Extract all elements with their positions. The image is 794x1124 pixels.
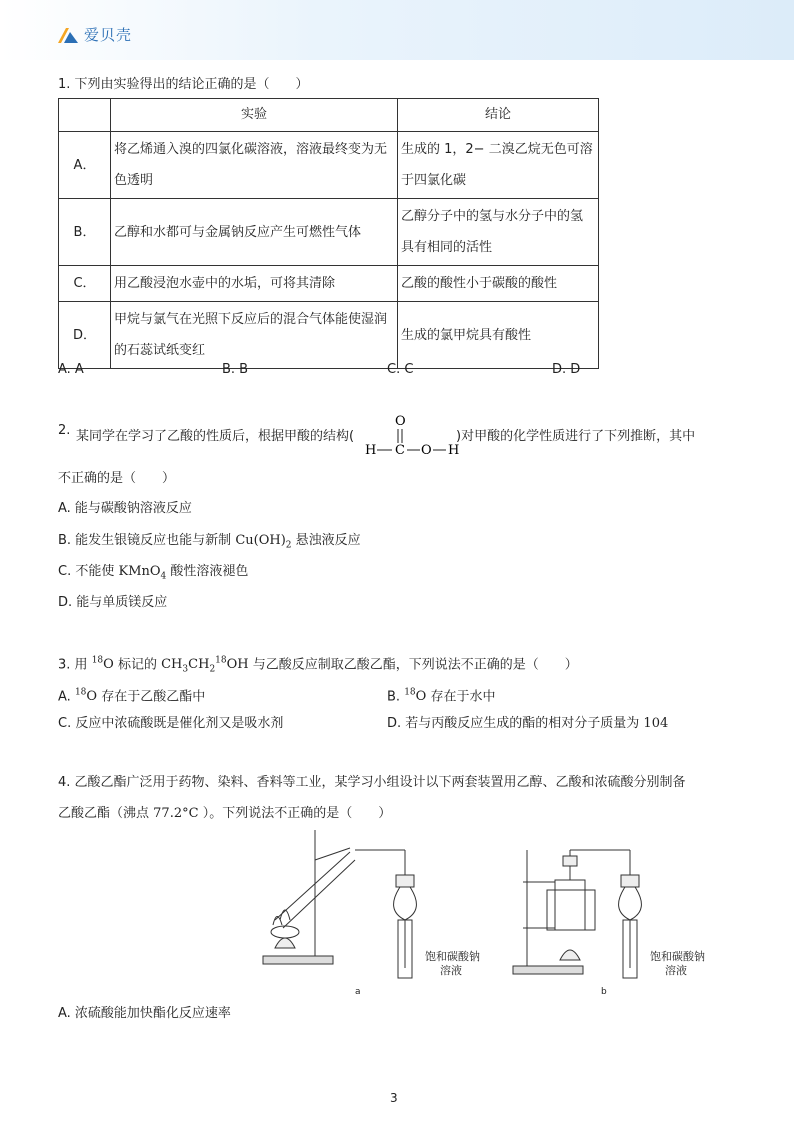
formula-text: KMnO — [118, 564, 161, 579]
q3-stem-mid: 标记的 — [117, 657, 157, 673]
f-part: CH — [188, 657, 210, 673]
f-sub: 2 — [209, 664, 216, 675]
apparatus-a-label2: 溶液 — [440, 964, 462, 977]
row-conclusion: 生成的氯甲烷具有酸性 — [398, 302, 599, 369]
stem-pre: 乙酸乙酯（沸点 — [58, 806, 150, 821]
row-label: C． — [59, 266, 111, 302]
formula-subscript: 4 — [160, 571, 167, 582]
f-part: CH — [161, 657, 183, 673]
copper-hydroxide-formula — [235, 533, 292, 551]
q2-stem-part2: )对甲酸的化学性质进行了下列推断，其中 — [456, 429, 696, 444]
isotope-o18 — [404, 689, 426, 704]
apparatus-figure — [255, 820, 725, 1000]
q1-stem: 1. 下列由实验得出的结论正确的是（ ） — [58, 77, 309, 92]
logo-text: 爱贝壳 — [84, 26, 133, 44]
isotope-symbol: O — [415, 689, 427, 705]
q1-option-c[interactable]: C. C — [387, 362, 414, 377]
structure-h-right: H — [448, 443, 460, 458]
row-conclusion: 生成的 1，2− 二溴乙烷无色可溶于四氯化碳 — [398, 132, 599, 199]
row-experiment: 乙醇和水都可与金属钠反应产生可燃性气体 — [111, 199, 398, 266]
boiling-point: 77.2°C — [153, 806, 199, 821]
apparatus-b-drawing — [513, 850, 641, 978]
isotope-o18 — [75, 689, 97, 704]
row-label: D． — [59, 302, 111, 369]
q3-option-b[interactable] — [387, 684, 495, 706]
table-header-row — [59, 99, 599, 132]
structure-h-left: H — [365, 443, 377, 458]
q3-option-d[interactable] — [387, 715, 668, 733]
table-row — [59, 199, 599, 266]
opt-label: B. — [387, 689, 401, 705]
logo — [56, 24, 132, 45]
q2-stem-part1: 某同学在学习了乙酸的性质后，根据甲酸的结构( — [76, 429, 355, 444]
isotope-symbol: O — [103, 657, 114, 673]
stem-post: ）。下列说法不正确的是（ ） — [202, 806, 392, 821]
structure-c: C — [395, 443, 405, 458]
f-sub: 3 — [182, 664, 189, 675]
apparatus-a-drawing — [263, 830, 416, 978]
q3-stem-post: 与乙酸反应制取乙酸乙酯，下列说法不正确的是（ ） — [252, 657, 578, 673]
table-row — [59, 132, 599, 199]
shell-logo-icon — [56, 26, 80, 44]
opt-text: D. 若与丙酸反应生成的酯的相对分子质量为 — [387, 716, 640, 731]
isotope-mass: 18 — [74, 688, 87, 698]
formula-subscript: 2 — [285, 540, 292, 551]
f-sup: 18 — [215, 656, 227, 666]
row-experiment: 将乙烯通入溴的四氯化碳溶液，溶液最终变为无色透明 — [111, 132, 398, 199]
q3-option-a[interactable] — [58, 684, 205, 706]
q2-option-a[interactable]: A. 能与碳酸钠溶液反应 — [58, 501, 192, 516]
table-row — [59, 266, 599, 302]
apparatus-b-caption: b — [601, 987, 607, 997]
isotope-mass: 18 — [404, 688, 416, 698]
table-header-blank — [59, 99, 111, 132]
q1-option-d[interactable]: D. D — [552, 362, 581, 377]
q2-option-c-tail: 酸性溶液褪色 — [170, 564, 249, 579]
f-part: OH — [226, 657, 249, 673]
structure-o: O — [421, 443, 432, 458]
structure-o-top: O — [395, 414, 406, 429]
opt-label: A. — [58, 689, 71, 705]
q2-option-c-text: C. 不能使 — [58, 564, 115, 579]
q2-stem-part3: 不正确的是（ ） — [58, 471, 176, 486]
page-number: 3 — [390, 1091, 398, 1105]
table-header-conclusion: 结论 — [398, 99, 599, 132]
opt-number: 104 — [643, 716, 669, 731]
formula-text: Cu(OH) — [235, 533, 286, 548]
isotope-mass: 18 — [91, 656, 104, 666]
table-row — [59, 302, 599, 369]
table-header-experiment: 实验 — [111, 99, 398, 132]
q2-number: 2. — [58, 423, 71, 438]
q2-option-b[interactable] — [58, 532, 361, 555]
q2-option-c[interactable] — [58, 563, 248, 586]
apparatus-b-label1: 饱和碳酸钠 — [650, 950, 705, 963]
row-label: A． — [59, 132, 111, 199]
row-experiment: 用乙酸浸泡水壶中的水垢，可将其清除 — [111, 266, 398, 302]
row-label: B． — [59, 199, 111, 266]
isotope-o18 — [92, 657, 114, 672]
q3-stem-pre: 3. 用 — [58, 657, 88, 673]
apparatus-a-label1: 饱和碳酸钠 — [425, 950, 480, 963]
row-conclusion: 乙醇分子中的氢与水分子中的氢具有相同的活性 — [398, 199, 599, 266]
q2-option-b-text: B. 能发生银镜反应也能与新制 — [58, 533, 232, 548]
isotope-symbol: O — [86, 689, 98, 705]
q3-option-c[interactable]: C. 反应中浓硫酸既是催化剂又是吸水剂 — [58, 716, 284, 731]
q1-option-a[interactable]: A. A — [58, 362, 84, 377]
q1-table — [58, 98, 599, 369]
q1-option-b[interactable]: B. B — [222, 362, 249, 377]
permanganate-formula — [118, 564, 167, 582]
q4-option-a[interactable]: A. 浓硫酸能加快酯化反应速率 — [58, 1006, 231, 1021]
q4-stem-line1: 4. 乙酸乙酯广泛用于药物、染料、香料等工业，某学习小组设计以下两套装置用乙醇、乙酸和浓硫酸分别制备 — [58, 775, 686, 790]
opt-text: 存在于乙酸乙酯中 — [101, 689, 206, 705]
row-conclusion: 乙酸的酸性小于碳酸的酸性 — [398, 266, 599, 302]
q2-option-b-tail: 悬浊液反应 — [295, 533, 361, 548]
opt-text: 存在于水中 — [430, 689, 496, 705]
q2-option-d[interactable]: D. 能与单质镁反应 — [58, 595, 168, 610]
row-experiment: 甲烷与氯气在光照下反应后的混合气体能使湿润的石蕊试纸变红 — [111, 302, 398, 369]
formic-acid-structure — [362, 410, 462, 458]
apparatus-a-caption: a — [355, 987, 361, 997]
apparatus-b-label2: 溶液 — [665, 964, 687, 977]
ethanol-formula — [161, 656, 249, 675]
q3-stem — [58, 652, 578, 679]
